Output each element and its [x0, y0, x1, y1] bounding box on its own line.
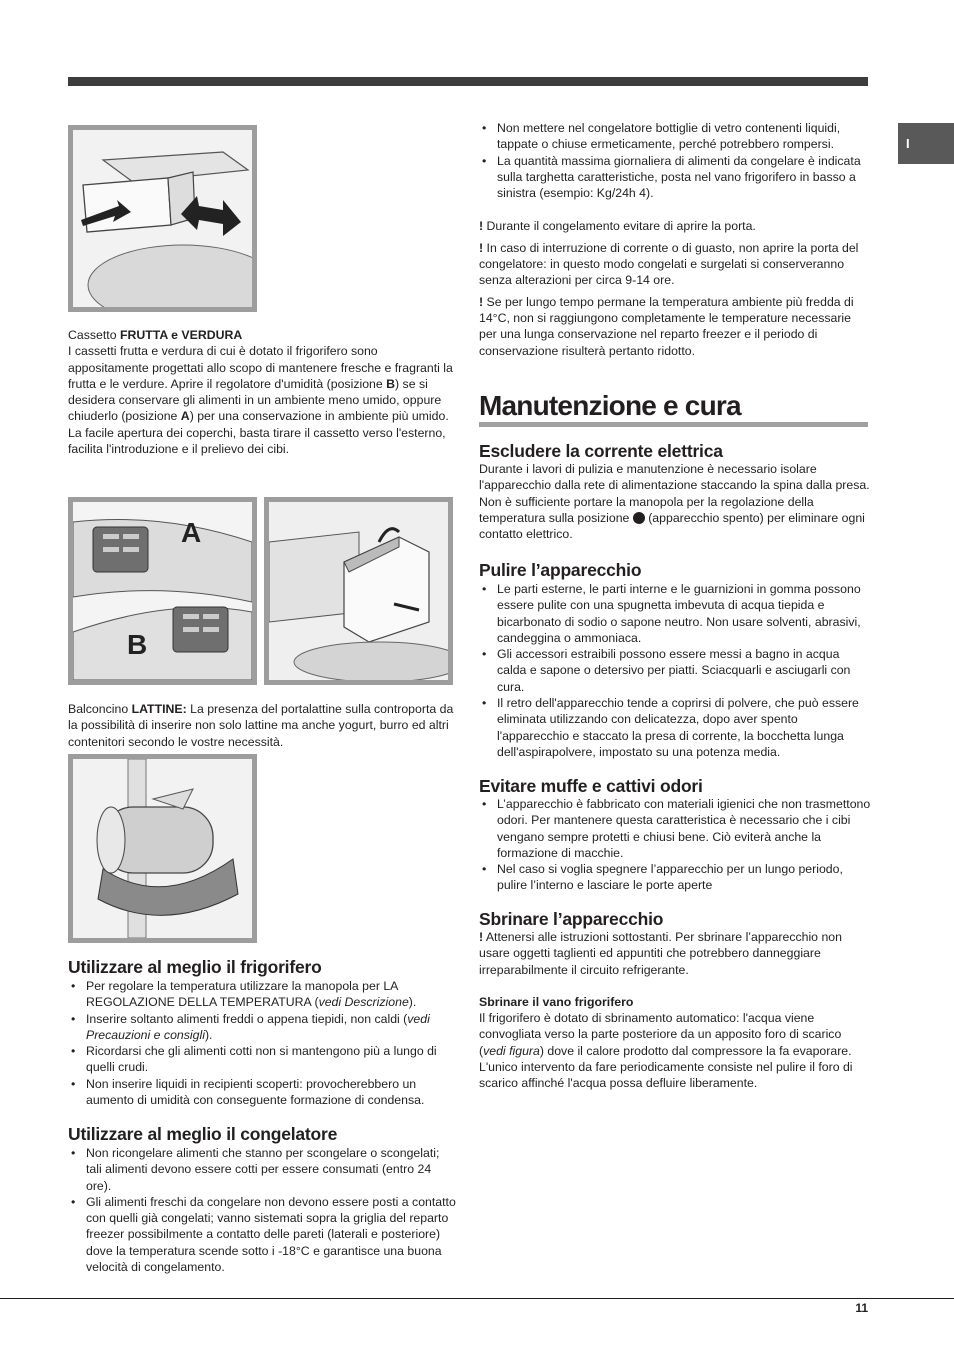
list-item: • L’apparecchio è fabbricato con materiali igienici che non trasmettono odori. Per mantenere questa caratteristica è necessario che i cibi vengano sempre protetti e chiusi bene. Ciò eviterà anche la formazione di macchie.: [479, 796, 871, 861]
list-item: • Le parti esterne, le parti interne e le guarnizioni in gomma possono essere pulite con una spugnetta imbevuta di acqua tiepida e bicarbonato di sodio o sapone neutro. Non usare solventi, abrasivi, candeggina o ammoniaca.: [479, 581, 871, 646]
header-rule: [68, 77, 868, 86]
crisper-heading: Cassetto FRUTTA e VERDURA: [68, 328, 243, 342]
warning-3: ! Se per lungo tempo permane la temperatura ambiente più fredda di 14°C, non si raggiungono completamente le temperature necessarie per una lunga conservazione nel reparto freezer e il periodo di conservazione risulterà pertanto ridotto.: [479, 294, 854, 358]
list-item: • Non inserire liquidi in recipienti scoperti: provocherebbero un aumento di umidità con conseguente formazione di condensa.: [68, 1076, 458, 1109]
label-b: B: [127, 629, 148, 660]
crisper-text: I cassetti frutta e verdura di cui è dotato il frigorifero sono appositamente progettati allo scopo di mantenere fresche e fragranti la frutta e le verdure. Aprire il regolatore d'umidità (posizione B) se si desidera conservare gli alimenti in un ambiente meno umido, oppure chiuderlo (posizione A) per una conservazione in ambiente più umido.: [68, 344, 453, 424]
list-item: • Gli alimenti freschi da congelare non devono essere posti a contatto con quelli già congelati; vanno sistemati sopra la griglia del reparto freezer possibilmente a contatto delle pareti (laterali e posteriore) dove la temperatura scende sotto i -18°C e garantisce una buona velocità di congelamento.: [68, 1194, 458, 1275]
off-position-icon: [633, 512, 645, 524]
clean-section: [479, 560, 871, 760]
list-item: • Gli accessori estraibili possono essere messi a bagno in acqua calda e sapone o detersivo per piatti. Sciacquarli e asciugarli con cura.: [479, 646, 871, 695]
language-tab: I: [898, 123, 954, 164]
defrost-section: [479, 909, 871, 1092]
defrost-title: Sbrinare l’apparecchio: [479, 909, 664, 929]
list-item: • Per regolare la temperatura utilizzare la manopola per LA REGOLAZIONE DELLA TEMPERATURA (vedi Descrizione).: [68, 978, 458, 1011]
freezer-title: Utilizzare al meglio il congelatore: [68, 1124, 338, 1144]
clean-list: [479, 581, 871, 760]
power-title: Escludere la corrente elettrica: [479, 441, 723, 461]
crisper-drawer-illustration: [68, 125, 257, 312]
mould-section: [479, 776, 871, 894]
power-text: Durante i lavori di pulizia e manutenzione è necessario isolare l'apparecchio dalla rete di alimentazione staccando la spina dalla presa. Non è sufficiente portare la manopola per la regolazione della temperatura sulla posizione (apparecchio spento) per eliminare ogni contatto elettrico.: [479, 462, 870, 542]
can-holder-illustration: [68, 754, 257, 943]
fridge-title: Utilizzare al meglio il frigorifero: [68, 957, 322, 977]
freezer-list: [68, 1145, 458, 1275]
fridge-section: [68, 957, 458, 1108]
warning-1: ! Durante il congelamento evitare di aprire la porta.: [479, 219, 756, 234]
mould-list: [479, 796, 871, 894]
clean-title: Pulire l’apparecchio: [479, 560, 642, 580]
page-title: Manutenzione e cura: [479, 390, 741, 421]
crisper-section: [68, 327, 458, 457]
freezer-tips-list: [479, 120, 871, 201]
list-item: • La quantità massima giornaliera di alimenti da congelare è indicata sulla targhetta caratteristiche, posta nel vano frigorifero in basso a sinistra (esempio: Kg/24h 4).: [479, 153, 871, 202]
page-number: 11: [855, 1301, 868, 1315]
power-section: [479, 441, 871, 542]
defrost-subtitle: Sbrinare il vano frigorifero: [479, 994, 634, 1009]
mould-title: Evitare muffe e cattivi odori: [479, 776, 703, 796]
list-item: • Nel caso si voglia spegnere l’apparecchio per un lungo periodo, pulire l’interno e lasciare le porte aperte: [479, 861, 871, 894]
footer-rule: [0, 1298, 954, 1299]
humidity-regulator-illustration: [68, 497, 257, 685]
crisper-text-2: La facile apertura dei coperchi, basta tirare il cassetto verso l'esterno, facilita l'introduzione e il prelievo dei cibi.: [68, 425, 446, 457]
label-a: A: [181, 517, 202, 548]
title-rule: [479, 422, 868, 427]
list-item: • Il retro dell'apparecchio tende a coprirsi di polvere, che può essere eliminata utilizzando con delicatezza, dopo aver spento l'apparecchio e staccato la presa di corrente, la bocchetta lunga dell'aspirapolvere, impostato su una potenza media.: [479, 695, 871, 760]
drawer-lid-illustration: [264, 497, 453, 685]
cans-section: [68, 701, 458, 750]
defrost-warning: ! Attenersi alle istruzioni sottostanti. Per sbrinare l’apparecchio non usare oggetti taglienti ed appuntiti che potrebbero danneggiare irreparabilmente il circuito refrigerante.: [479, 930, 842, 977]
list-item: • Ricordarsi che gli alimenti cotti non si mantengono più a lungo di quelli crudi.: [68, 1043, 458, 1076]
freezer-tips: [479, 120, 871, 359]
list-item: • Inserire soltanto alimenti freddi o appena tiepidi, non caldi (vedi Precauzioni e consigli).: [68, 1011, 458, 1044]
cans-text: Balconcino LATTINE: La presenza del portalattine sulla controporta da la possibilità di inserire non solo lattine ma anche yogurt, burro ed altri contenitori secondo le vostre necessità.: [68, 702, 454, 749]
list-item: • Non mettere nel congelatore bottiglie di vetro contenenti liquidi, tappate o chiuse ermeticamente, perché potrebbero rompersi.: [479, 120, 871, 153]
list-item: • Non ricongelare alimenti che stanno per scongelare o scongelati; tali alimenti devono essere cotti per essere consumati (entro 24 ore).: [68, 1145, 458, 1194]
freezer-section: [68, 1124, 458, 1275]
defrost-text: Il frigorifero è dotato di sbrinamento automatico: l'acqua viene convogliata verso la parte posteriore da un apposito foro di scarico (vedi figura) dove il calore prodotto dal compressore la fa evaporare. L'unico intervento da fare periodicamente consiste nel pulire il foro di scarico affinché l'acqua possa defluire liberamente.: [479, 1011, 853, 1091]
fridge-list: [68, 978, 458, 1108]
maintenance-header: [479, 390, 868, 427]
warning-2: ! In caso di interruzione di corrente o di guasto, non aprire la porta del congelatore: in questo modo congelati e surgelati si conserveranno senza alterazioni per circa 9-14 ore.: [479, 240, 859, 288]
